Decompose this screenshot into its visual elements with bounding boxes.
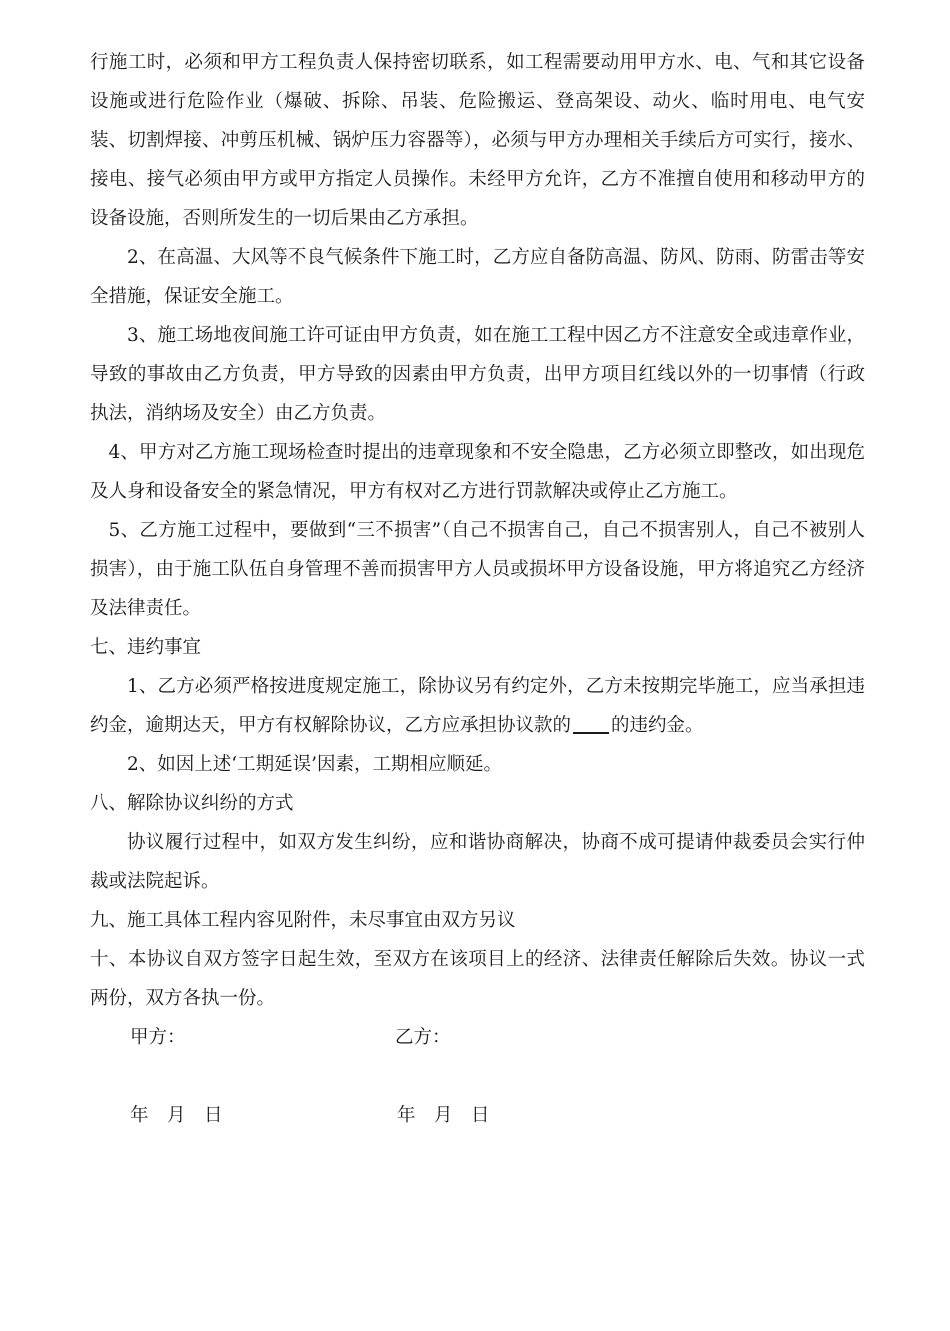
clause-6-5: 5、乙方施工过程中，要做到“三不损害”（自己不损害自己，自己不损害别人，自己不被别人损害），由于施工队伍自身管理不善而损害甲方人员或损坏甲方设备设施，甲方将追究乙方经济及法律责任。 bbox=[90, 520, 865, 619]
clause-7-2: 2、如因上述‘工期延误’因素，工期相应顺延。 bbox=[127, 754, 503, 775]
blank-underline bbox=[573, 714, 609, 734]
date-row bbox=[90, 1096, 865, 1135]
clause-6-2: 2、在高温、大风等不良气候条件下施工时，乙方应自备防高温、防风、防雨、防雷击等安全措施，保证安全施工。 bbox=[90, 247, 865, 307]
clause-6-3: 3、施工场地夜间施工许可证由甲方负责，如在施工工程中因乙方不注意安全或违章作业，导致的事故由乙方负责，甲方导致的因素由甲方负责，出甲方项目红线以外的一切事情（行政执法，消纳场及安全）由乙方负责。 bbox=[90, 325, 865, 424]
signature-space bbox=[90, 1057, 865, 1096]
clause-7-1-text: 1、乙方必须严格按进度规定施工，除协议另有约定外，乙方未按期完毕施工，应当承担违约金，逾期达天，甲方有权解除协议，乙方应承担协议款的 bbox=[90, 676, 865, 736]
clause-7-1 bbox=[90, 667, 865, 745]
section-9-heading: 九、施工具体工程内容见附件，未尽事宜由双方另议 bbox=[90, 910, 516, 931]
section-10-heading: 十、本协议自双方签字日起生效，至双方在该项目上的经济、法律责任解除后失效。协议一式两份，双方各执一份。 bbox=[90, 949, 865, 1009]
section-8-heading: 八、解除协议纠纷的方式 bbox=[90, 793, 294, 814]
signature-row bbox=[90, 1018, 865, 1057]
contract-page bbox=[90, 43, 865, 1135]
section-8-body: 协议履行过程中，如双方发生纠纷，应和谐协商解决，协商不成可提请仲裁委员会实行仲裁或法院起诉。 bbox=[90, 832, 865, 892]
party-b-label: 乙方： bbox=[395, 1027, 451, 1048]
clause-7-1-tail: 的违约金。 bbox=[611, 715, 704, 736]
clause-6-4: 4、甲方对乙方施工现场检查时提出的违章现象和不安全隐患，乙方必须立即整改，如出现危及人身和设备安全的紧急情况，甲方有权对乙方进行罚款解决或停止乙方施工。 bbox=[90, 442, 865, 502]
section-7-heading: 七、违约事宜 bbox=[90, 637, 202, 658]
party-a-date: 年 月 日 bbox=[130, 1105, 223, 1126]
party-b-date: 年 月 日 bbox=[397, 1105, 490, 1126]
party-a-label: 甲方： bbox=[130, 1027, 186, 1048]
paragraph-continued: 行施工时，必须和甲方工程负责人保持密切联系，如工程需要动用甲方水、电、气和其它设备设施或进行危险作业（爆破、拆除、吊装、危险搬运、登高架设、动火、临时用电、电气安装、切割焊接、冲剪压机械、锅炉压力容器等），必须与甲方办理相关手续后方可实行，接水、接电、接气必须由甲方或甲方指定人员操作。未经甲方允许，乙方不准擅自使用和移动甲方的设备设施，否则所发生的一切后果由乙方承担。 bbox=[90, 52, 865, 229]
